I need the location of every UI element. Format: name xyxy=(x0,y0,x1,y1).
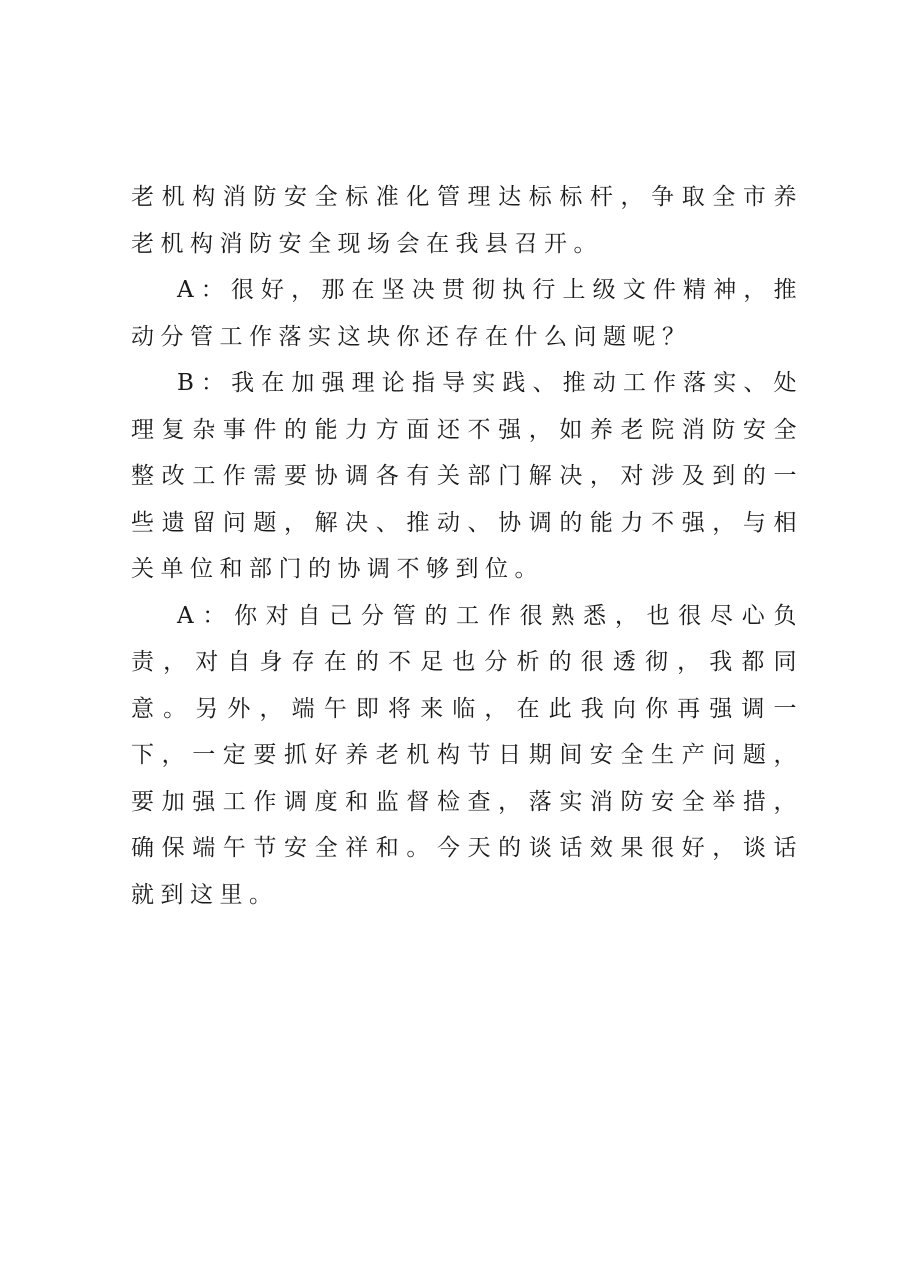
paragraph-b-answer: B：我在加强理论指导实践、推动工作落实、处理复杂事件的能力方面还不强，如养老院消防安全整改工作需要协调各有关部门解决，对涉及到的一些遗留问题，解决、推动、协调的能力不强，与相关单位和部门的协调不够到位。 xyxy=(131,370,803,582)
paragraph-a-question: A：很好，那在坚决贯彻执行上级文件精神，推动分管工作落实这块你还存在什么问题呢？ xyxy=(131,277,803,350)
paragraph-continuation: 老机构消防安全标准化管理达标标杆，争取全市养老机构消防安全现场会在我县召开。 xyxy=(131,184,803,257)
document-body xyxy=(131,174,803,918)
paragraph-a-closing: A：你对自己分管的工作很熟悉，也很尽心负责，对自身存在的不足也分析的很透彻，我都同意。另外，端午即将来临，在此我向你再强调一下，一定要抓好养老机构节日期间安全生产问题，要加强工作调度和监督检查，落实消防安全举措，确保端午节安全祥和。今天的谈话效果很好，谈话就到这里。 xyxy=(131,602,803,908)
